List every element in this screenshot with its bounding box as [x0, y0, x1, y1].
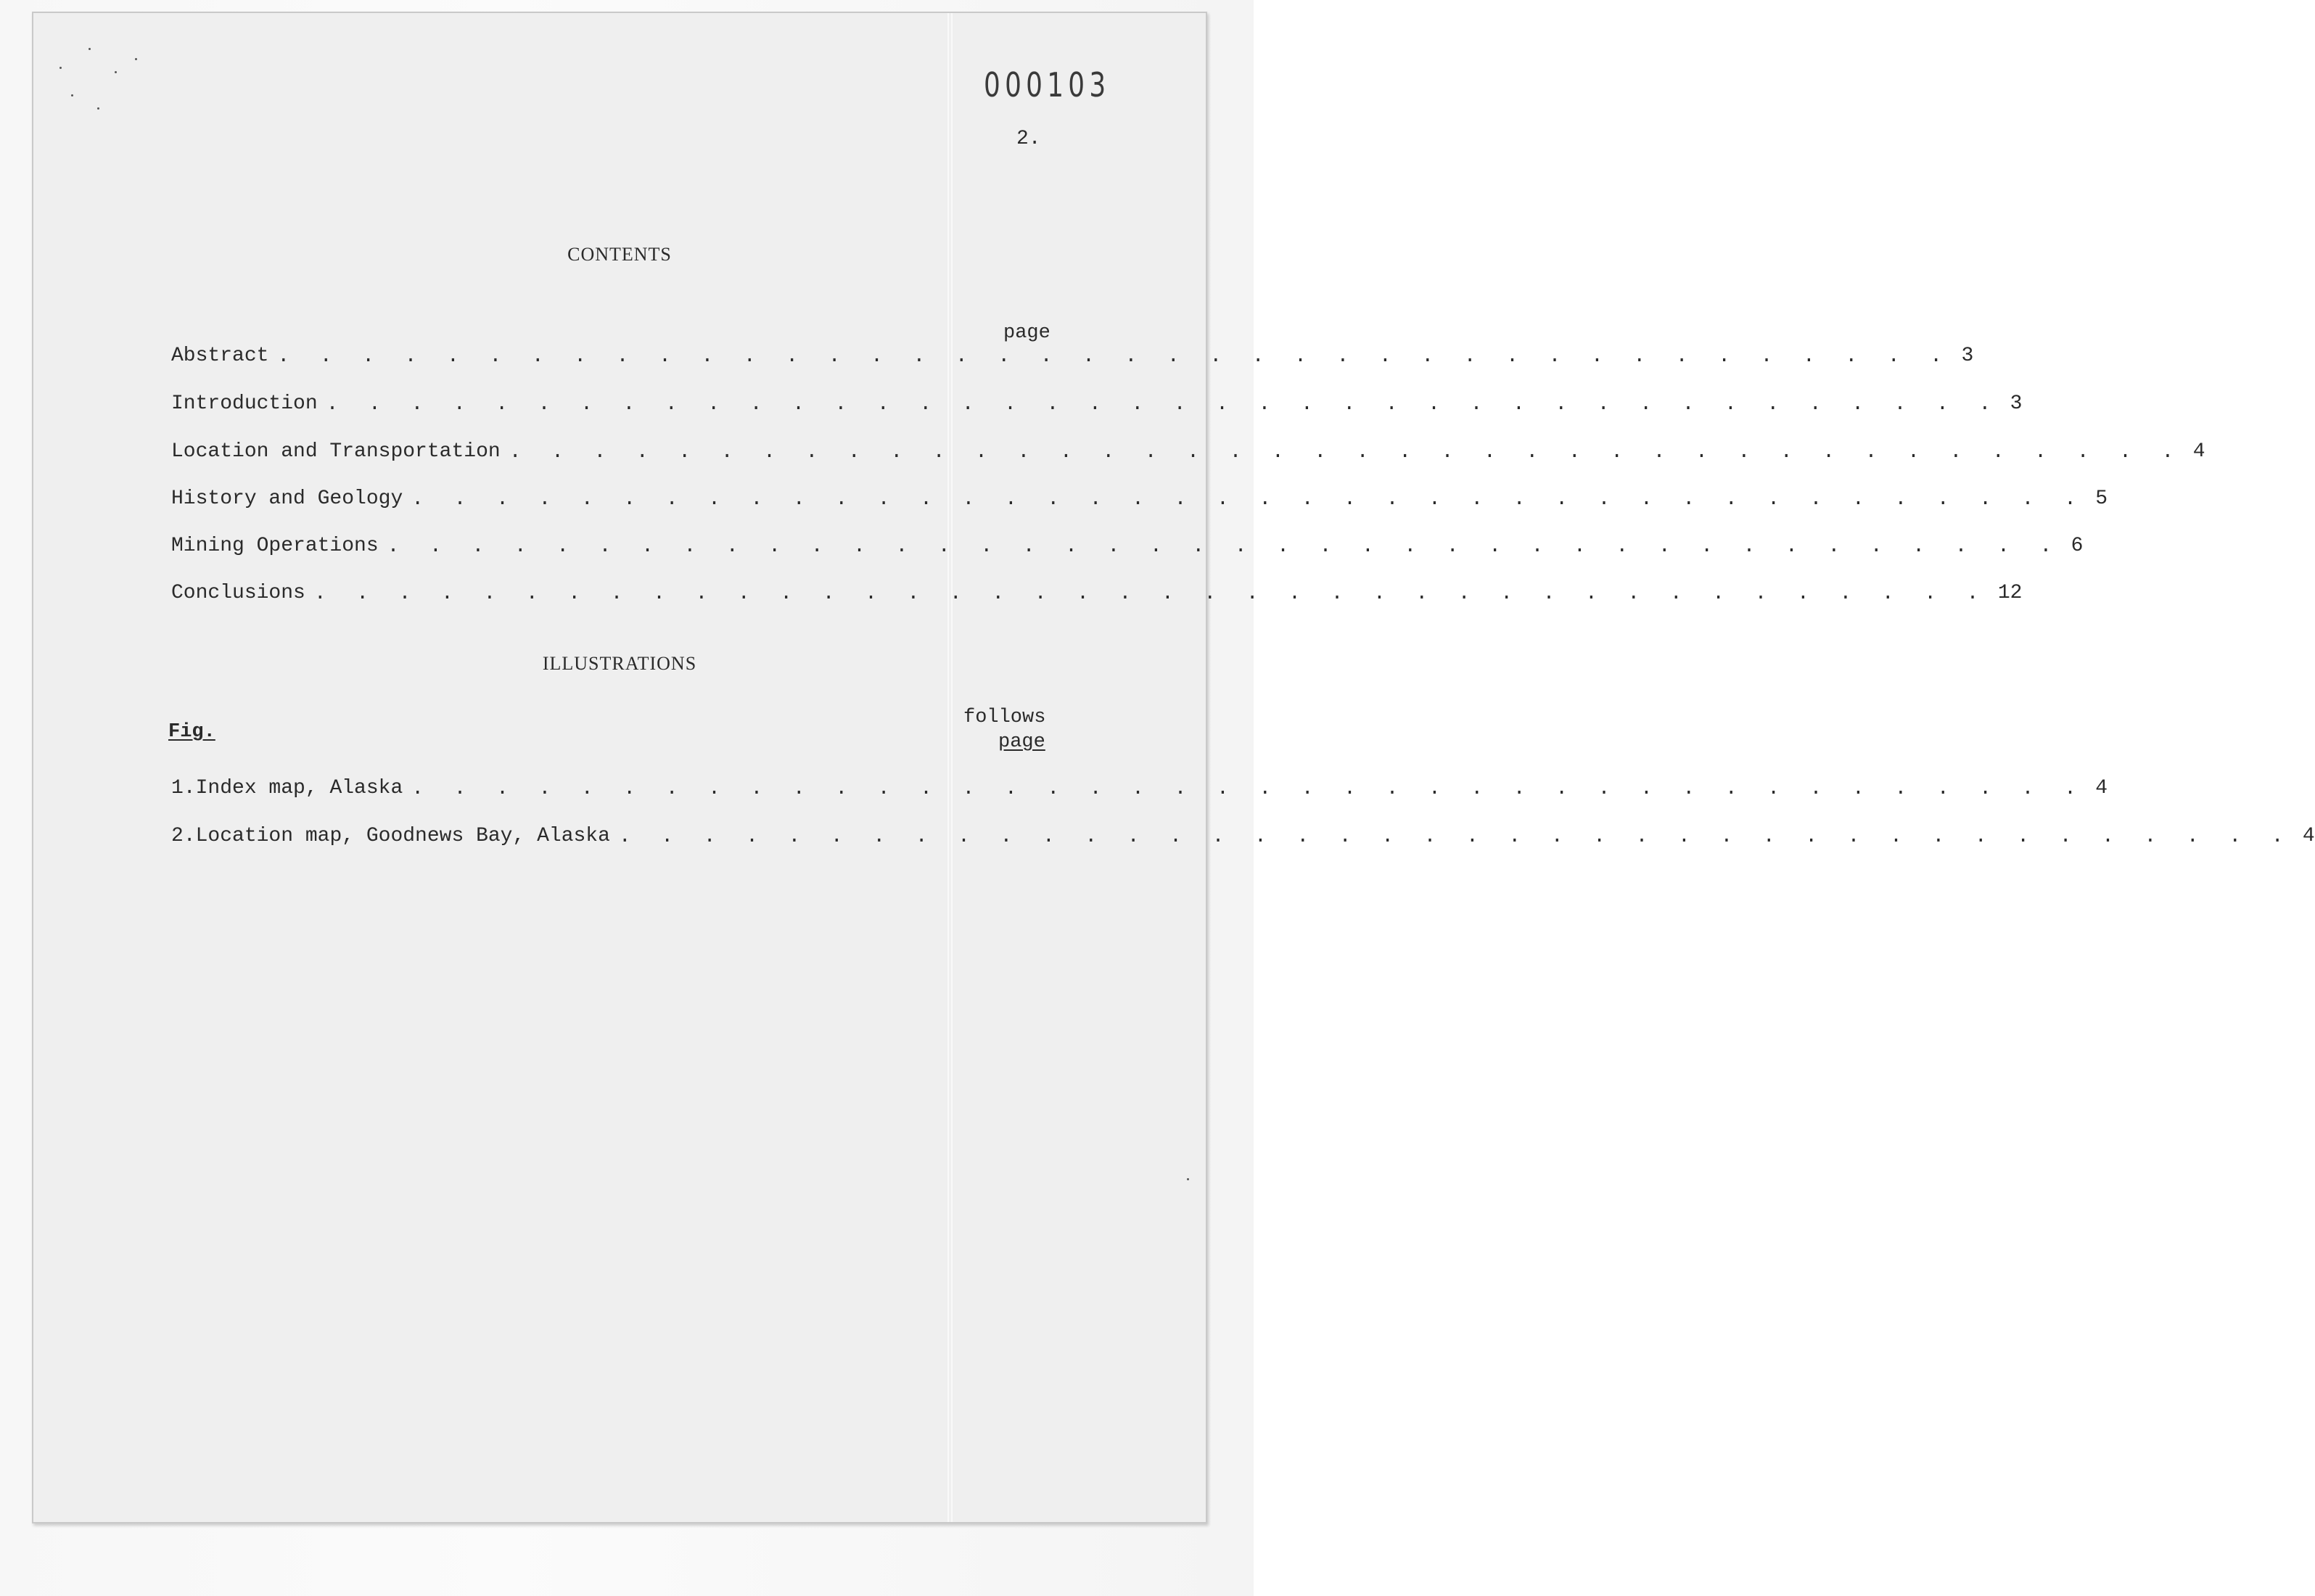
dust-speck	[115, 71, 117, 73]
toc-entry-page: 4	[2192, 440, 2205, 463]
illustration-title: Index map, Alaska	[195, 777, 403, 799]
toc-entry-title: History and Geology	[171, 488, 403, 510]
dot-leader: . . . . . . . . . . . . . . . . . . . . . . . . . . . . . . . . . . . . . . . .	[411, 778, 2086, 800]
fig-column-label: Fig.	[168, 721, 215, 743]
dust-speck	[97, 107, 99, 110]
toc-entry	[171, 481, 2108, 511]
toc-entry-title: Location and Transportation	[171, 440, 501, 463]
illustration-number: 1.	[171, 777, 196, 799]
dust-speck	[135, 58, 137, 60]
toc-entry-page: 3	[2010, 392, 2023, 415]
illustrations-page-column-label-page: page	[998, 731, 1045, 753]
toc-entry	[171, 434, 2205, 464]
illustrations-heading: ILLUSTRATIONS	[542, 653, 697, 674]
illustration-entry	[171, 818, 2315, 848]
dot-leader: . . . . . . . . . . . . . . . . . . . . . . . . . . . . . . . . . . . . . . . .	[277, 345, 1952, 368]
illustration-entry	[171, 770, 2108, 800]
toc-entry	[171, 338, 1974, 368]
scan-streak	[951, 13, 953, 1522]
toc-entry-page: 3	[1961, 345, 1974, 367]
contents-heading: CONTENTS	[567, 244, 672, 265]
document-number: 000103	[984, 65, 1111, 104]
dot-leader: . . . . . . . . . . . . . . . . . . . . . . . . . . . . . . . . . . . . . . . .	[618, 826, 2293, 848]
dust-speck	[71, 94, 73, 96]
dust-speck	[1187, 1178, 1189, 1180]
toc-entry-title: Conclusions	[171, 582, 305, 604]
toc-entry-page: 6	[2071, 535, 2084, 557]
toc-entry-page: 12	[1997, 582, 2023, 604]
page-number: 2.	[1016, 128, 1041, 150]
illustration-page: 4	[2302, 825, 2315, 847]
toc-entry-title: Introduction	[171, 392, 318, 415]
illustration-number: 2.	[171, 825, 196, 847]
dust-speck	[89, 48, 91, 50]
contents-page-column-label: page	[1003, 322, 1050, 344]
dot-leader: . . . . . . . . . . . . . . . . . . . . . . . . . . . . . . . . . . . . . . . .	[326, 393, 2000, 416]
dot-leader: . . . . . . . . . . . . . . . . . . . . . . . . . . . . . . . . . . . . . . . .	[411, 488, 2086, 511]
dot-leader: . . . . . . . . . . . . . . . . . . . . . . . . . . . . . . . . . . . . . . . .	[387, 535, 2061, 558]
toc-entry-page: 5	[2095, 488, 2108, 510]
dot-leader: . . . . . . . . . . . . . . . . . . . . . . . . . . . . . . . . . . . . . . . .	[509, 441, 2183, 464]
toc-entry-title: Mining Operations	[171, 535, 379, 557]
toc-entry	[171, 575, 2023, 605]
dust-speck	[59, 67, 62, 69]
document-page	[32, 12, 2315, 1523]
toc-entry-title: Abstract	[171, 345, 269, 367]
dot-leader: . . . . . . . . . . . . . . . . . . . . . . . . . . . . . . . . . . . . . . . .	[313, 583, 1988, 605]
illustration-page: 4	[2095, 777, 2108, 799]
illustration-title: Location map, Goodnews Bay, Alaska	[195, 825, 610, 847]
toc-entry	[171, 528, 2084, 558]
toc-entry	[171, 386, 2023, 416]
scan-streak	[947, 13, 949, 1522]
illustrations-page-column-label-follows: follows	[963, 707, 1046, 728]
